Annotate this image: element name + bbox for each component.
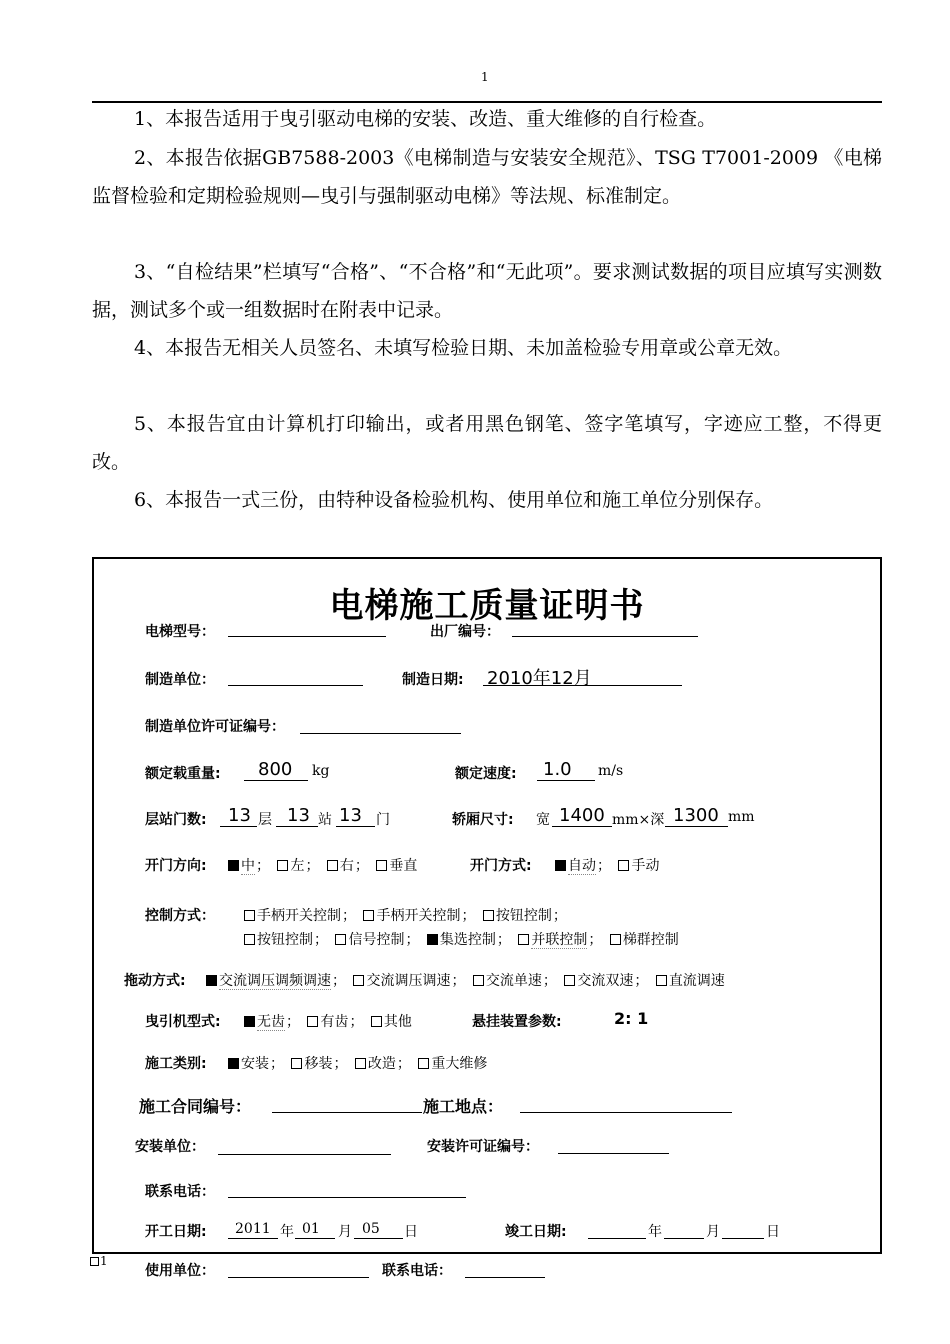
note-2: 2、本报告依据GB7588-2003《电梯制造与安装安全规范》、TSG T7001-2009 《电梯监督检验和定期检验规则—曳引与强制驱动电梯》等法规、标准制定。 bbox=[92, 147, 882, 207]
door-direction-option[interactable]: 中 bbox=[228, 858, 255, 874]
stops-unit: 站 bbox=[318, 812, 332, 828]
floors-label: 层站门数: bbox=[145, 812, 207, 828]
mfg-date-value[interactable]: 2010年12月 bbox=[487, 668, 592, 689]
finish-date-label: 竣工日期: bbox=[505, 1224, 567, 1240]
checkbox-icon bbox=[371, 1016, 382, 1027]
page-number: 1 bbox=[481, 70, 489, 84]
stops-underline bbox=[276, 826, 318, 827]
traction-options: 无齿； 有齿； 其他 bbox=[244, 1011, 412, 1031]
construction-type-label: 施工类别: bbox=[145, 1056, 207, 1072]
start-month[interactable]: 01 bbox=[302, 1221, 320, 1237]
installer-license-label: 安装许可证编号： bbox=[427, 1139, 539, 1155]
control-option[interactable]: 按钮控制 bbox=[483, 908, 552, 924]
model-label: 电梯型号： bbox=[145, 624, 215, 640]
checked-box-icon bbox=[228, 860, 239, 871]
drive-option[interactable]: 交流单速 bbox=[473, 973, 542, 989]
car-size-label: 轿厢尺寸: bbox=[452, 812, 514, 828]
rated-load-underline bbox=[244, 780, 308, 781]
site-label: 施工地点： bbox=[423, 1097, 504, 1116]
contract-field[interactable] bbox=[272, 1112, 422, 1113]
checkbox-icon bbox=[483, 910, 494, 921]
rated-speed-underline bbox=[537, 780, 595, 781]
mfg-date-underline bbox=[483, 685, 682, 686]
traction-option[interactable]: 其他 bbox=[371, 1014, 412, 1030]
control-option[interactable]: 信号控制 bbox=[335, 932, 404, 948]
car-depth-underline bbox=[665, 826, 728, 827]
phone-field[interactable] bbox=[228, 1197, 466, 1198]
drive-option[interactable]: 直流调速 bbox=[656, 973, 725, 989]
checkbox-icon bbox=[656, 975, 667, 986]
finish-month-unit: 月 bbox=[706, 1224, 720, 1240]
user-label: 使用单位： bbox=[145, 1263, 215, 1279]
control-option[interactable]: 集选控制 bbox=[427, 932, 496, 948]
construction-type-option[interactable]: 安装 bbox=[228, 1056, 269, 1072]
suspension-label: 悬挂装置参数: bbox=[472, 1014, 562, 1030]
floors-value[interactable]: 13 bbox=[228, 805, 251, 826]
start-month-unit: 月 bbox=[338, 1224, 352, 1240]
checkbox-icon bbox=[363, 910, 374, 921]
control-options-row1: 手柄开关控制； 手柄开关控制； 按钮控制； bbox=[244, 905, 570, 925]
checkbox-icon bbox=[291, 1058, 302, 1069]
drive-option[interactable]: 交流调压调速 bbox=[353, 973, 450, 989]
model-field[interactable] bbox=[228, 636, 386, 637]
rated-load-label: 额定载重量: bbox=[145, 766, 221, 782]
note-1: 1、本报告适用于曳引驱动电梯的安装、改造、重大维修的自行检查。 bbox=[134, 108, 717, 130]
start-year-unit: 年 bbox=[280, 1224, 294, 1240]
floors-unit: 层 bbox=[258, 812, 272, 828]
control-option[interactable]: 并联控制 bbox=[518, 932, 587, 948]
rated-speed-unit: m/s bbox=[598, 763, 624, 779]
contract-label: 施工合同编号： bbox=[139, 1097, 252, 1116]
drive-label: 拖动方式: bbox=[124, 973, 186, 989]
checkbox-icon bbox=[353, 975, 364, 986]
finish-month-field[interactable] bbox=[664, 1238, 704, 1239]
construction-type-option[interactable]: 重大维修 bbox=[418, 1056, 487, 1072]
checkbox-icon bbox=[277, 860, 288, 871]
control-option[interactable]: 按钮控制 bbox=[244, 932, 313, 948]
construction-type-option[interactable]: 移装 bbox=[291, 1056, 332, 1072]
checkbox-icon bbox=[473, 975, 484, 986]
drive-option[interactable]: 交流调压调频调速 bbox=[206, 973, 331, 989]
door-mode-option[interactable]: 自动 bbox=[555, 858, 596, 874]
start-year-underline bbox=[228, 1238, 278, 1239]
checkbox-icon bbox=[564, 975, 575, 986]
serial-label: 出厂编号： bbox=[430, 624, 500, 640]
checked-box-icon bbox=[228, 1058, 239, 1069]
car-width-prefix: 宽 bbox=[536, 812, 550, 828]
footnote-box-icon bbox=[90, 1257, 99, 1266]
checkbox-icon bbox=[327, 860, 338, 871]
rated-speed-label: 额定速度: bbox=[455, 766, 517, 782]
door-direction-options: 中； 左； 右； 垂直 bbox=[228, 855, 417, 875]
traction-option[interactable]: 无齿 bbox=[244, 1014, 285, 1030]
start-date-label: 开工日期: bbox=[145, 1224, 207, 1240]
car-width-value[interactable]: 1400 bbox=[559, 805, 605, 826]
control-option[interactable]: 梯群控制 bbox=[610, 932, 679, 948]
checkbox-icon bbox=[244, 910, 255, 921]
stops-value[interactable]: 13 bbox=[287, 805, 310, 826]
door-direction-option[interactable]: 左 bbox=[277, 858, 304, 874]
suspension-value: 2: 1 bbox=[614, 1009, 649, 1028]
door-mode-option[interactable]: 手动 bbox=[618, 858, 659, 874]
license-field[interactable] bbox=[300, 733, 461, 734]
user-field[interactable] bbox=[228, 1277, 369, 1278]
finish-year-field[interactable] bbox=[588, 1238, 646, 1239]
note-5: 5、本报告宜由计算机打印输出，或者用黑色钢笔、签字笔填写，字迹应工整，不得更改。 bbox=[92, 413, 882, 473]
finish-year-unit: 年 bbox=[648, 1224, 662, 1240]
site-field[interactable] bbox=[520, 1112, 732, 1113]
car-width-underline bbox=[552, 826, 612, 827]
door-mode-options: 自动； 手动 bbox=[555, 855, 659, 875]
doors-unit: 门 bbox=[376, 812, 390, 828]
start-day-unit: 日 bbox=[404, 1224, 418, 1240]
checked-box-icon bbox=[555, 860, 566, 871]
checkbox-icon bbox=[335, 934, 346, 945]
checkbox-icon bbox=[355, 1058, 366, 1069]
floors-underline bbox=[220, 826, 257, 827]
start-year[interactable]: 2011 bbox=[235, 1221, 271, 1237]
checkbox-icon bbox=[610, 934, 621, 945]
rated-load-unit: kg bbox=[312, 763, 330, 779]
license-label: 制造单位许可证编号： bbox=[145, 719, 285, 735]
footnote-marker: 1 bbox=[90, 1254, 108, 1268]
checkbox-icon bbox=[307, 1016, 318, 1027]
manufacturer-label: 制造单位： bbox=[145, 672, 215, 688]
checked-box-icon bbox=[427, 934, 438, 945]
finish-day-unit: 日 bbox=[766, 1224, 780, 1240]
checkbox-icon bbox=[418, 1058, 429, 1069]
door-direction-option[interactable]: 垂直 bbox=[376, 858, 417, 874]
start-day-underline bbox=[354, 1238, 403, 1239]
traction-option[interactable]: 有齿 bbox=[307, 1014, 348, 1030]
traction-label: 曳引机型式: bbox=[145, 1014, 221, 1030]
car-depth-unit: mm bbox=[728, 809, 755, 825]
control-options-row2: 按钮控制； 信号控制； 集选控制； 并联控制； 梯群控制 bbox=[244, 929, 679, 949]
construction-type-options: 安装； 移装； 改造； 重大维修 bbox=[228, 1053, 487, 1073]
car-depth-value[interactable]: 1300 bbox=[673, 805, 719, 826]
rated-speed-value[interactable]: 1.0 bbox=[543, 759, 572, 780]
door-direction-option[interactable]: 右 bbox=[327, 858, 354, 874]
checked-box-icon bbox=[206, 975, 217, 986]
start-day[interactable]: 05 bbox=[362, 1221, 380, 1237]
checkbox-icon bbox=[244, 934, 255, 945]
installer-license-field[interactable] bbox=[558, 1153, 669, 1154]
note-4: 4、本报告无相关人员签名、未填写检验日期、未加盖检验专用章或公章无效。 bbox=[134, 337, 793, 359]
control-option[interactable]: 手柄开关控制 bbox=[363, 908, 460, 924]
installer-field[interactable] bbox=[218, 1154, 391, 1155]
note-3: 3、“自检结果”栏填写“合格”、“不合格”和“无此项”。要求测试数据的项目应填写实测数据，测试多个或一组数据时在附表中记录。 bbox=[92, 261, 882, 321]
control-option[interactable]: 手柄开关控制 bbox=[244, 908, 341, 924]
checked-box-icon bbox=[244, 1016, 255, 1027]
manufacturer-field[interactable] bbox=[228, 685, 363, 686]
phone-label: 联系电话： bbox=[145, 1184, 215, 1200]
user-phone-field[interactable] bbox=[465, 1277, 545, 1278]
drive-options: 交流调压调频调速； 交流调压调速； 交流单速； 交流双速； 直流调速 bbox=[206, 970, 725, 990]
note-6: 6、本报告一式三份，由特种设备检验机构、使用单位和施工单位分别保存。 bbox=[134, 489, 774, 511]
user-phone-label: 联系电话： bbox=[382, 1263, 452, 1279]
doors-underline bbox=[336, 826, 375, 827]
checkbox-icon bbox=[376, 860, 387, 871]
serial-field[interactable] bbox=[512, 636, 698, 637]
checkbox-icon bbox=[618, 860, 629, 871]
car-width-unit: mm×深 bbox=[612, 812, 665, 828]
checkbox-icon bbox=[518, 934, 529, 945]
installer-label: 安装单位： bbox=[135, 1139, 205, 1155]
rated-load-value[interactable]: 800 bbox=[258, 759, 293, 780]
certificate-title: 电梯施工质量证明书 bbox=[329, 586, 645, 626]
drive-option[interactable]: 交流双速 bbox=[564, 973, 633, 989]
doors-value[interactable]: 13 bbox=[339, 805, 362, 826]
construction-type-option[interactable]: 改造 bbox=[355, 1056, 396, 1072]
door-direction-label: 开门方向: bbox=[145, 858, 207, 874]
finish-day-field[interactable] bbox=[722, 1238, 764, 1239]
mfg-date-label: 制造日期: bbox=[402, 672, 464, 688]
start-month-underline bbox=[295, 1238, 335, 1239]
door-mode-label: 开门方式: bbox=[470, 858, 532, 874]
control-label: 控制方式： bbox=[145, 908, 215, 924]
